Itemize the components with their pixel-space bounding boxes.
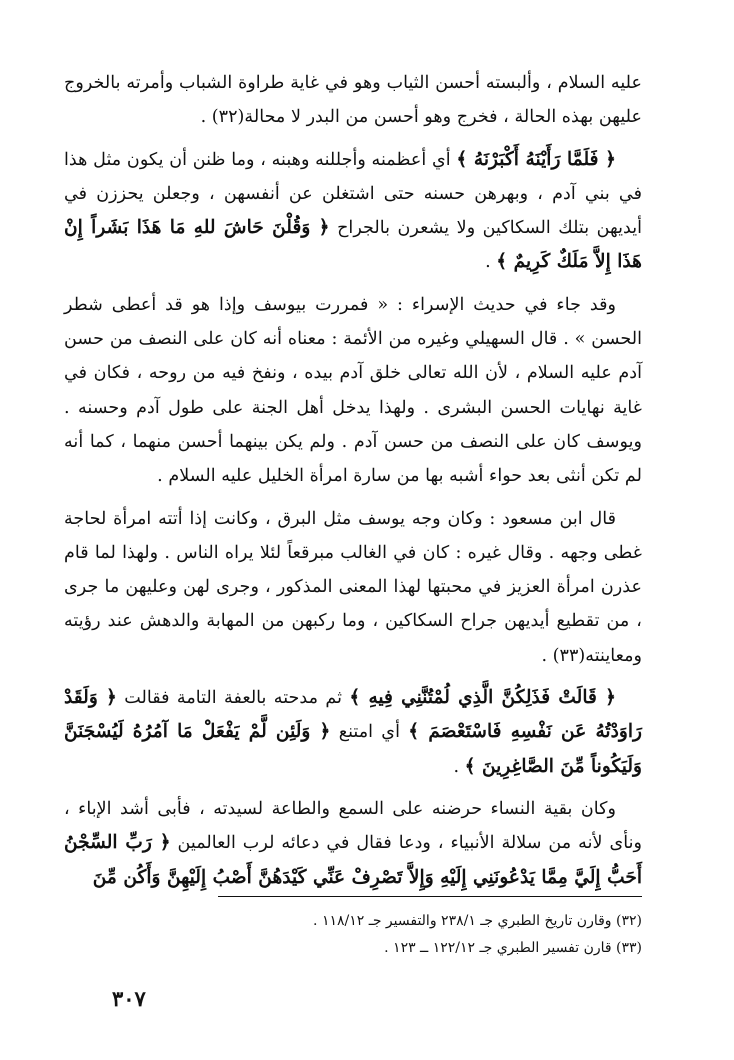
- text-run: ثم مدحته بالعفة التامة فقالت: [116, 688, 350, 709]
- quran-verse: ﴿ وَلَقَدْ رَاوَدْتُهُ عَن نَفْسِهِ فَاسْتَعْصَمَ ﴾: [64, 687, 643, 743]
- text-run: وكان بقية النساء حرضنه على السمع والطاعة لسيدته ، فأبى أشد الإباء ، ونأى لأنه من سلالة الأنبياء ، ودعا فقال في دعائه لرب العالمين: [64, 798, 642, 854]
- quran-verse: ﴿ فَلَمَّا رَأَيْنَهُ أَكْبَرْنَهُ ﴾: [456, 148, 617, 170]
- quran-verse: ﴿ قَالَتْ فَذَلِكُنَّ الَّذِي لُمْتُنَّنِي فِيهِ ﴾: [349, 687, 616, 709]
- paragraph-1: عليه السلام ، وألبسته أحسن الثياب وهو في غاية طراوة الشباب وأمرته بالخروج عليهن بهذه الحالة ، فخرج وهو أحسن من البدر لا محالة(٣٢) .: [64, 73, 642, 128]
- quran-verse: ﴿ وَلَئِن لَّمْ يَفْعَلْ مَا آمُرُهُ لَيُسْجَنَنَّ وَلَيَكُوناً مِّنَ الصَّاغِرِينَ ﴾: [64, 721, 642, 777]
- paragraph-4: قال ابن مسعود : وكان وجه يوسف مثل البرق ، وكانت إذا أتته امرأة لحاجة غطى وجهه . وقال غيره : كان في الغالب مبرقعاً لئلا يراه الناس . ولهذا لما قام عذرن امرأة العزيز في محبتها لهذا المعنى المذكور ، وجرى لهن وعليهن ما جرى ، من تقطيع أيديهن جراح السكاكين ، وما ركبهن من المهابة والدهش عند رؤيته ومعاينته(٣٣) .: [64, 508, 642, 666]
- footnotes: [64, 908, 642, 962]
- text-run: .: [453, 756, 465, 777]
- text-run: أي امتنع: [330, 722, 409, 743]
- footnote-33: (٣٣) قارن تفسير الطبري جـ ١٢٢/١٢ ــ ١٢٣ .: [384, 940, 642, 956]
- quran-verse: ﴿ وَقُلْنَ حَاشَ للهِ مَا هَذَا بَشَراً إِنْ هَذَا إِلاَّ مَلَكٌ كَرِيمٌ ﴾: [64, 217, 642, 273]
- footnote-divider: [218, 896, 642, 897]
- paragraph-3: وقد جاء في حديث الإسراء : « فمررت بيوسف وإذا هو قد أعطى شطر الحسن » . قال السهيلي وغيره من الأئمة : معناه أنه كان على النصف من حسن آدم عليه السلام ، لأن الله تعالى خلق آدم بيده ، ونفخ فيه من روحه ، فكان في غاية نهايات الحسن البشرى . ولهذا يدخل أهل الجنة على طول آدم وحسنه . ويوسف كان على النصف من حسن آدم . ولم يكن بينهما أحسن منهما ، كما أنه لم تكن أنثى بعد حواء أشبه بها من سارة امرأة الخليل عليه السلام .: [64, 294, 642, 487]
- text-run: أي أعظمنه وأجللنه وهبنه ، وما ظنن أن يكون مثل هذا في بني آدم ، وبهرهن حسنه حتى اشتغلن عن أنفسهن ، وجعلن يحززن في أيديهن بتلك السكاكين ولا يشعرن بالجراح: [64, 149, 642, 239]
- main-text: [64, 66, 642, 903]
- paragraph-5: [64, 681, 642, 784]
- page-number: ٣٠٧: [112, 986, 146, 1011]
- text-run: .: [485, 252, 497, 273]
- footnote-32: (٣٢) وقارن تاريخ الطبري جـ ٢٣٨/١ والتفسير جـ ١١٨/١٢ .: [313, 913, 642, 929]
- paragraph-6: [64, 792, 642, 895]
- paragraph-2: [64, 143, 642, 280]
- quran-verse: ﴿ رَبِّ السِّجْنُ أَحَبُّ إِلَيَّ مِمَّا يَدْعُونَنِي إِلَيْهِ وَإِلاَّ تَصْرِفْ عَنِّي كَيْدَهُنَّ أَصْبُ إِلَيْهِنَّ وَأَكُن مِّنَ: [64, 832, 642, 888]
